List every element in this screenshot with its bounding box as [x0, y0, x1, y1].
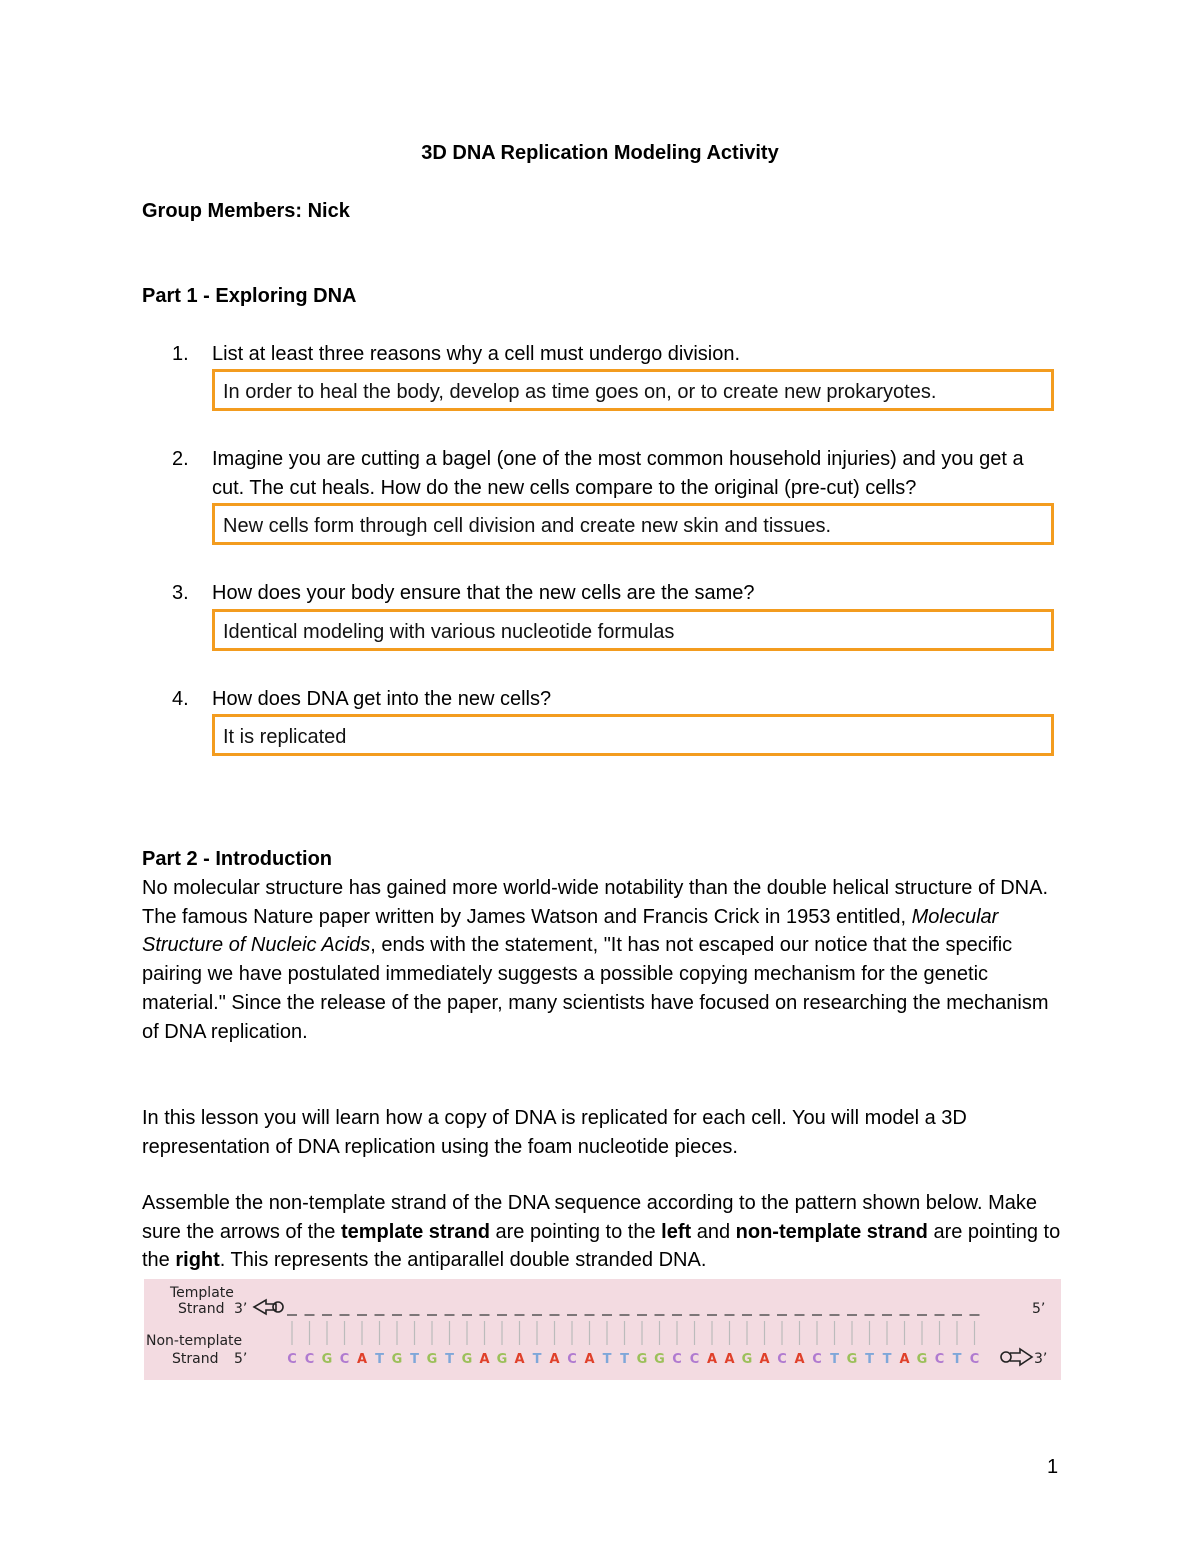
- document-title: 3D DNA Replication Modeling Activity: [421, 142, 779, 164]
- question-text: Imagine you are cutting a bagel (one of the most common household injuries) and you get a cut. The cut heals. How do the new cells compare to the original (pre-cut) cells?: [212, 448, 1024, 499]
- part1-heading: Part 1 - Exploring DNA: [142, 285, 357, 307]
- nucleotide-base: G: [321, 1352, 333, 1367]
- nucleotide-base: T: [445, 1352, 454, 1367]
- nucleotide-base: G: [391, 1352, 403, 1367]
- nucleotide-base: T: [620, 1352, 629, 1367]
- emphasis-right: right: [175, 1249, 220, 1272]
- nucleotide-base: G: [916, 1352, 928, 1367]
- nucleotide-base: G: [461, 1352, 473, 1367]
- nucleotide-base: T: [830, 1352, 839, 1367]
- question-number: 1.: [172, 343, 189, 365]
- nucleotide-base: C: [567, 1352, 577, 1367]
- assemble-text: and: [691, 1220, 736, 1243]
- nucleotide-base: A: [899, 1352, 910, 1367]
- template-label-1: Template: [170, 1285, 234, 1301]
- dna-diagram: [144, 1279, 1061, 1380]
- left-arrow-icon: [254, 1300, 283, 1314]
- nucleotide-base: C: [969, 1352, 980, 1367]
- nucleotide-base: A: [706, 1352, 718, 1367]
- answer-box-3[interactable]: Identical modeling with various nucleotide formulas: [212, 609, 1054, 651]
- question-2: [172, 445, 1052, 503]
- nucleotide-base: C: [672, 1352, 682, 1367]
- answer-box-1[interactable]: In order to heal the body, develop as time goes on, or to create new prokaryotes.: [212, 369, 1054, 411]
- nontemplate-end-left: 5’: [234, 1351, 248, 1367]
- question-number: 4.: [172, 688, 189, 710]
- assemble-text: Assemble the non-template strand of the DNA sequence according to the pattern shown below. Make sure the arrows of the: [142, 1192, 1037, 1243]
- emphasis-template-strand: template strand: [340, 1220, 490, 1243]
- lesson-text: In this lesson you will learn how a copy of DNA is replicated for each cell. You will model a 3D representation of DNA replication using the foam nucleotide pieces.: [142, 1107, 967, 1158]
- nucleotide-base: A: [759, 1352, 770, 1367]
- nucleotide-base: G: [654, 1352, 665, 1367]
- emphasis-non-template-strand: non-template strand: [735, 1220, 928, 1243]
- nucleotide-base: A: [514, 1352, 525, 1367]
- nontemplate-label-2: Strand: [172, 1351, 219, 1367]
- template-label-2: Strand: [178, 1301, 225, 1317]
- intro-paragraph: [142, 874, 1062, 1046]
- nucleotide-base: G: [426, 1352, 438, 1367]
- nucleotide-base: C: [812, 1352, 822, 1367]
- dna-strand-figure: [144, 1279, 1061, 1380]
- nucleotide-base: C: [689, 1352, 700, 1367]
- assemble-text: are pointing to the: [142, 1220, 1061, 1272]
- nucleotide-base: A: [584, 1352, 595, 1367]
- page-number: 1: [1047, 1456, 1059, 1478]
- nontemplate-label-1: Non-template: [146, 1333, 243, 1349]
- nucleotide-base: T: [375, 1352, 384, 1367]
- nucleotide-base: T: [865, 1352, 874, 1367]
- emphasis-left: left: [661, 1220, 692, 1243]
- nucleotide-base: A: [794, 1352, 805, 1367]
- part2-heading: Part 2 - Introduction: [142, 848, 332, 870]
- question-text: List at least three reasons why a cell must undergo division.: [212, 343, 741, 365]
- right-arrow-icon: [1001, 1349, 1032, 1365]
- question-number: 2.: [172, 448, 189, 470]
- nucleotide-base: T: [532, 1352, 542, 1367]
- nucleotide-base: C: [339, 1352, 350, 1367]
- nontemplate-end-right: 3’: [1034, 1351, 1048, 1367]
- question-text: How does your body ensure that the new cells are the same?: [212, 582, 755, 604]
- nucleotide-base: T: [882, 1352, 892, 1367]
- nucleotide-base: G: [741, 1352, 753, 1367]
- answer-box-2[interactable]: New cells form through cell division and create new skin and tissues.: [212, 503, 1054, 545]
- nucleotide-base: A: [356, 1352, 368, 1367]
- group-members: Group Members: Nick: [142, 200, 350, 222]
- template-end-right: 5’: [1032, 1301, 1046, 1317]
- template-end-left: 3’: [234, 1301, 248, 1317]
- question-4: [172, 685, 1052, 714]
- question-3: [172, 579, 1052, 608]
- nucleotide-base: T: [602, 1352, 612, 1367]
- nucleotide-base: A: [549, 1352, 560, 1367]
- nucleotide-base: A: [479, 1352, 490, 1367]
- lesson-paragraph: [142, 1104, 1062, 1161]
- nucleotide-base: G: [846, 1352, 858, 1367]
- paper-title: Molecular Structure of Nucleic Acids: [142, 905, 999, 957]
- nucleotide-base: C: [777, 1352, 787, 1367]
- intro-text-a: No molecular structure has gained more world-wide notability than the double helical structure of DNA. The famous Nature paper written by James Watson and Francis Crick in 1953 entitled,: [142, 877, 1049, 928]
- answer-box-4[interactable]: It is replicated: [212, 714, 1054, 756]
- nucleotide-base: T: [410, 1352, 419, 1367]
- question-number: 3.: [172, 582, 189, 604]
- nucleotide-base: A: [724, 1352, 735, 1367]
- assemble-text: are pointing to the: [489, 1220, 662, 1243]
- question-1: [172, 340, 1052, 369]
- nucleotide-base: C: [304, 1352, 315, 1367]
- assemble-text: . This represents the antiparallel double stranded DNA.: [219, 1249, 707, 1272]
- intro-text-b: , ends with the statement, "It has not escaped our notice that the specific pairing we have postulated immediately suggests a possible copying mechanism for the genetic material." Since the release of the paper, many scientists have focused on researching the mechanism of DNA replication.: [142, 934, 1049, 1043]
- nucleotide-base: T: [952, 1352, 962, 1367]
- nucleotide-base: C: [934, 1352, 945, 1367]
- assemble-paragraph: [142, 1189, 1062, 1275]
- nucleotide-base: G: [496, 1352, 508, 1367]
- question-text: How does DNA get into the new cells?: [212, 688, 552, 710]
- nucleotide-base: G: [636, 1352, 648, 1367]
- nucleotide-base: C: [287, 1352, 297, 1367]
